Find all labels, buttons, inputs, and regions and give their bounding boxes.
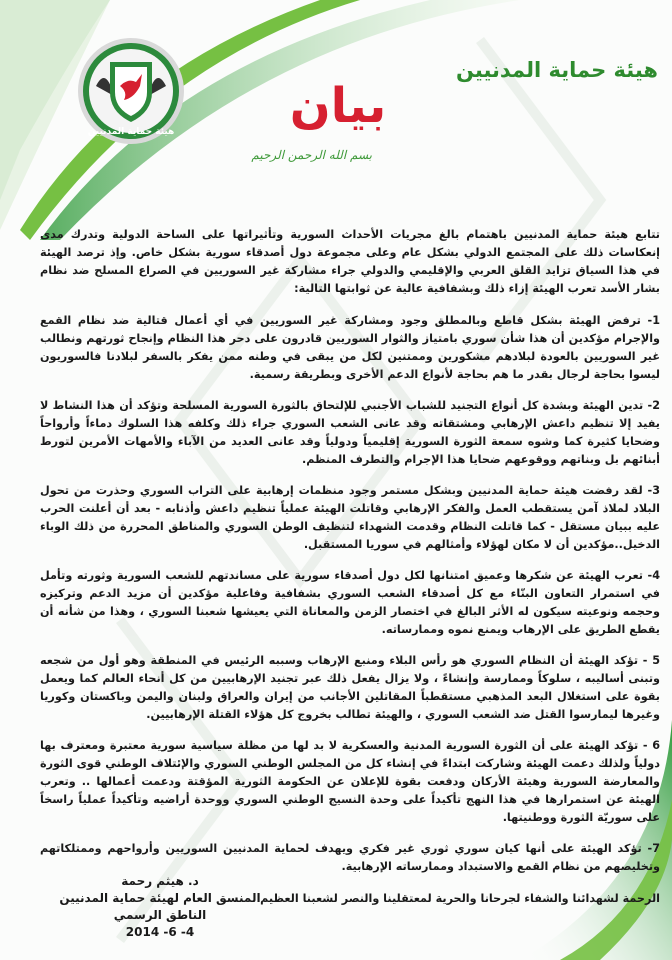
statement-date: 2014 -6 -4 (125, 925, 195, 939)
signatory-role: المنسق العام لهيئة حماية المدنيين (59, 891, 261, 905)
point-5: 5 - تؤكد الهيئة أن النظام السوري هو رأس البلاء ومنبع الإرهاب وسببه الرئيس في المنطقة وهو أول من شجعه وتبنى أساليبه ، سلوكاً وممارسة وإنشاءً ، ولا يزال يفعل ذلك عبر تجنيد الإرهابيين من كل أنحاء العالم كما ويعمل بقوة على استغلال البعد المذهبي مستقطباً المقاتلين الأجانب من إيران والعراق ولبنان واليمن وباكستان وكوريا وغيرها ليمارسوا القتل ضد الشعب السوري ، والهيئة تطالب بخروج كل هؤلاء القتلة الإرهابيين. (40, 654, 660, 721)
signature-block (50, 873, 270, 941)
organization-logo (76, 36, 186, 146)
logo-text: هيئة حماية المدنيين (87, 127, 175, 137)
point-3: 3- لقد رفضت هيئة حماية المدنيين وبشكل مستمر وجود منظمات إرهابية على التراب السوري وحذرت من تحول البلاد لملاذ آمن يستقطب العمل والفكر الإرهابي وقاتلت الهيئة عملياً تنظيم داعش وأذنابه - بعد أن أعلنت الحرب عليه ببيان مستقل - كما قاتلت النظام وقدمت الشهداء لتنظيف الوطن السوري والمناطق المحررة من ذلك الوباء الدخيل..مؤكدين أن لا مكان لهؤلاء وأمثالهم في سوريا المستقبل. (40, 484, 660, 551)
basmala: بسم الله الرحمن الرحيم (251, 148, 372, 162)
point-1: 1- ترفض الهيئة بشكل قاطع وبالمطلق وجود ومشاركة غير السوريين في أي أعمال قتالية ضد نظام القمع والإجرام مؤكدين أن هذا شأن سوري بامتياز والثوار السوريين قادرون على دحر هذا النظام وإنجاح ثورتهم ونطالب غير السوريين بالعودة لبلادهم مشكورين وممتنين لكل من يبقى في وطنه ممن يفكر بالسفر لبلادنا فالسوريون ليسوا بحاجة لرجال بقدر ما هم بحاجة لأنواع الدعم الأخرى وبطريقة رسمية. (40, 314, 660, 381)
document-title: بيان (289, 78, 387, 134)
signatory-title: الناطق الرسمي (113, 908, 207, 922)
point-4: 4- تعرب الهيئة عن شكرها وعميق امتنانها لكل دول أصدقاء سورية على مساندتهم للشعب السورية وثورته وتأمل في استمرار التعاون البنّاء مع كل أصدقاء الشعب السوري بشفافية وفاعلية مؤكدين أن مزيد الدعم وتركيزه وحجمه ونوعيته سيكون له الأثر البالغ في اختصار الزمن والمعاناة التي يعيشها شعبنا السوري ، وهذا من شأنه أن يقطع الطريق على الإرهاب ويمنع نموه وممارساته. (40, 569, 660, 636)
statement-body (40, 226, 660, 921)
signatory-name: د. هيثم رحمة (121, 874, 199, 888)
intro-paragraph: تتابع هيئة حماية المدنيين باهتمام بالغ مجريات الأحداث السورية وتأثيراتها على الساحة الدولية وتدرك مدى إنعكاسات ذلك على المجتمع الدولي بشكل عام وعلى مجموعة دول أصدقاء سورية بشكل خاص. وإذ ترصد الهيئة في هذا السياق تزايد القلق العربي والإقليمي والدولي جراء مشاركة غير السوريين في الصراع المسلح ضد نظام بشار الأسد تعرب الهيئة إزاء ذلك وبشفافية عالية عن ثوابتها التالية: (40, 228, 660, 295)
point-7: 7- تؤكد الهيئة على أنها كيان سوري ثوري غير فكري ويهدف لحماية المدنيين السوريين وأرواحهم وممتلكاتهم وتخليصهم من نظام القمع والاستبداد وممارساته الإرهابية. (40, 842, 660, 873)
organization-name: هيئة حماية المدنيين (455, 58, 658, 82)
point-6: 6 - تؤكد الهيئة على أن الثورة السورية المدنية والعسكرية لا بد لها من مظلة سياسية سورية معتبرة ومعترف بها دولياً ولذلك دعمت الهيئة وشاركت ابتداءً في إنشاء كل من المجلس الوطني السوري والإئتلاف الوطني قوى الثورة والمعارضة السورية وهيئة الأركان ودفعت بقوة للإعلان عن الحكومة الثورية المؤقتة ودعمت أعمالها .. وتعرب الهيئة عن استمرارها في هذا النهج تأكيداً على وحدة النسيج الوطني السوري ووحدة أراضيه وتأكيداً عملياً راسخاً على سوريّة الثورة ووطنيتها. (40, 739, 660, 824)
point-2: 2- تدين الهيئة وبشدة كل أنواع التجنيد للشباب الأجنبي للإلتحاق بالثورة السورية المسلحة وتؤكد أن هذا النشاط لا يفيد إلا تنظيم داعش الإرهابي ومشتقاته وقد عانى الشعب السوري جراء ذلك وكلفه هذا السلوك دماءاً وأرواحاً وضحايا كثيرة كما وشوه سمعة الثورة السورية إقليمياً ودولياً وقد عانى العديد من الآباء والأمهات الأمرين لتورط أبنائهم بل وبناتهم ووقوعهم ضحايا هذا الإجرام والتطرف المنظم. (40, 399, 660, 466)
closing-line: الرحمة لشهدائنا والشفاء لجرحانا والحرية لمعتقلينا والنصر لشعبنا العظيم (260, 892, 660, 905)
